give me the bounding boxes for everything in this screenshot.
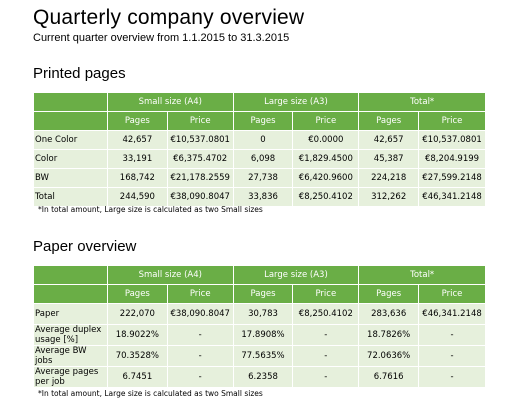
table-cell: €0.0000 bbox=[293, 131, 358, 149]
table-cell: 33,191 bbox=[108, 150, 167, 168]
group-header-large: Large size (A3) bbox=[234, 266, 359, 284]
table-cell: 6.7616 bbox=[359, 367, 418, 387]
subheader-price: Price bbox=[168, 112, 233, 130]
table-cell: €21,178.2559 bbox=[168, 169, 233, 187]
table-cell: - bbox=[168, 367, 233, 387]
table-cell: - bbox=[293, 325, 358, 345]
row-label: Average BW jobs bbox=[34, 346, 107, 366]
table-cell: - bbox=[419, 325, 485, 345]
table-cell: €10,537.0801 bbox=[168, 131, 233, 149]
table-cell: - bbox=[419, 346, 485, 366]
row-label: One Color bbox=[34, 131, 107, 149]
page-title: Quarterly company overview bbox=[33, 6, 305, 29]
table-cell: 27,738 bbox=[234, 169, 293, 187]
header-blank bbox=[34, 266, 107, 284]
table-row bbox=[34, 325, 485, 345]
table-cell: 42,657 bbox=[108, 131, 167, 149]
table-cell: €38,090.8047 bbox=[168, 304, 233, 324]
page-subtitle: Current quarter overview from 1.1.2015 to 31.3.2015 bbox=[33, 32, 290, 44]
table-cell: 312,262 bbox=[359, 188, 418, 206]
table-cell: 45,387 bbox=[359, 150, 418, 168]
table-cell: 0 bbox=[234, 131, 293, 149]
table-cell: €27,599.2148 bbox=[419, 169, 485, 187]
table-cell: 6.2358 bbox=[234, 367, 293, 387]
table-cell: 70.3528% bbox=[108, 346, 167, 366]
table-cell: 224,218 bbox=[359, 169, 418, 187]
table-cell: - bbox=[168, 325, 233, 345]
table-row bbox=[34, 367, 485, 387]
table-cell: 72.0636% bbox=[359, 346, 418, 366]
table-cell: - bbox=[293, 367, 358, 387]
table-cell: 6.7451 bbox=[108, 367, 167, 387]
table-cell: 168,742 bbox=[108, 169, 167, 187]
table-row bbox=[34, 346, 485, 366]
printed-pages-title: Printed pages bbox=[33, 65, 126, 82]
table-cell: €6,420.9600 bbox=[293, 169, 358, 187]
table-cell: 18.7826% bbox=[359, 325, 418, 345]
table-cell: €10,537.0801 bbox=[419, 131, 485, 149]
row-label: Color bbox=[34, 150, 107, 168]
printed-footnote: *In total amount, Large size is calculated as two Small sizes bbox=[38, 205, 263, 214]
subheader-price: Price bbox=[419, 285, 485, 303]
row-label: Total bbox=[34, 188, 107, 206]
table-cell: 17.8908% bbox=[234, 325, 293, 345]
table-row bbox=[34, 169, 485, 187]
table-row bbox=[34, 131, 485, 149]
table-cell: 77.5635% bbox=[234, 346, 293, 366]
group-header-total: Total* bbox=[359, 266, 485, 284]
row-label: Paper bbox=[34, 304, 107, 324]
row-label: Average duplex usage [%] bbox=[34, 325, 107, 345]
subheader-pages: Pages bbox=[359, 285, 418, 303]
table-cell: 283,636 bbox=[359, 304, 418, 324]
table-cell: €38,090.8047 bbox=[168, 188, 233, 206]
table-cell: €8,250.4102 bbox=[293, 304, 358, 324]
subheader-price: Price bbox=[293, 112, 358, 130]
table-cell: 244,590 bbox=[108, 188, 167, 206]
row-label: Average pages per job bbox=[34, 367, 107, 387]
header-blank bbox=[34, 93, 107, 111]
table-cell: €1,829.4500 bbox=[293, 150, 358, 168]
table-cell: €46,341.2148 bbox=[419, 304, 485, 324]
table-cell: €6,375.4702 bbox=[168, 150, 233, 168]
group-header-small: Small size (A4) bbox=[108, 93, 233, 111]
table-cell: 33,836 bbox=[234, 188, 293, 206]
row-label: BW bbox=[34, 169, 107, 187]
subheader-pages: Pages bbox=[359, 112, 418, 130]
group-header-small: Small size (A4) bbox=[108, 266, 233, 284]
paper-overview-title: Paper overview bbox=[33, 238, 137, 255]
table-row bbox=[34, 304, 485, 324]
table-cell: 6,098 bbox=[234, 150, 293, 168]
header-blank bbox=[34, 112, 107, 130]
subheader-pages: Pages bbox=[234, 285, 293, 303]
table-cell: 18.9022% bbox=[108, 325, 167, 345]
table-cell: - bbox=[293, 346, 358, 366]
table-cell: - bbox=[168, 346, 233, 366]
table-cell: 30,783 bbox=[234, 304, 293, 324]
subheader-price: Price bbox=[293, 285, 358, 303]
table-cell: - bbox=[419, 367, 485, 387]
subheader-price: Price bbox=[419, 112, 485, 130]
table-cell: €8,250.4102 bbox=[293, 188, 358, 206]
subheader-pages: Pages bbox=[108, 112, 167, 130]
group-header-total: Total* bbox=[359, 93, 485, 111]
table-row bbox=[34, 188, 485, 206]
group-header-large: Large size (A3) bbox=[234, 93, 359, 111]
subheader-price: Price bbox=[168, 285, 233, 303]
table-cell: 222,070 bbox=[108, 304, 167, 324]
paper-footnote: *In total amount, Large size is calculated as two Small sizes bbox=[38, 389, 263, 398]
table-row bbox=[34, 150, 485, 168]
subheader-pages: Pages bbox=[108, 285, 167, 303]
subheader-pages: Pages bbox=[234, 112, 293, 130]
paper-overview-table bbox=[33, 265, 486, 388]
printed-pages-table bbox=[33, 92, 486, 207]
table-cell: 42,657 bbox=[359, 131, 418, 149]
header-blank bbox=[34, 285, 107, 303]
table-cell: €46,341.2148 bbox=[419, 188, 485, 206]
table-cell: €8,204.9199 bbox=[419, 150, 485, 168]
